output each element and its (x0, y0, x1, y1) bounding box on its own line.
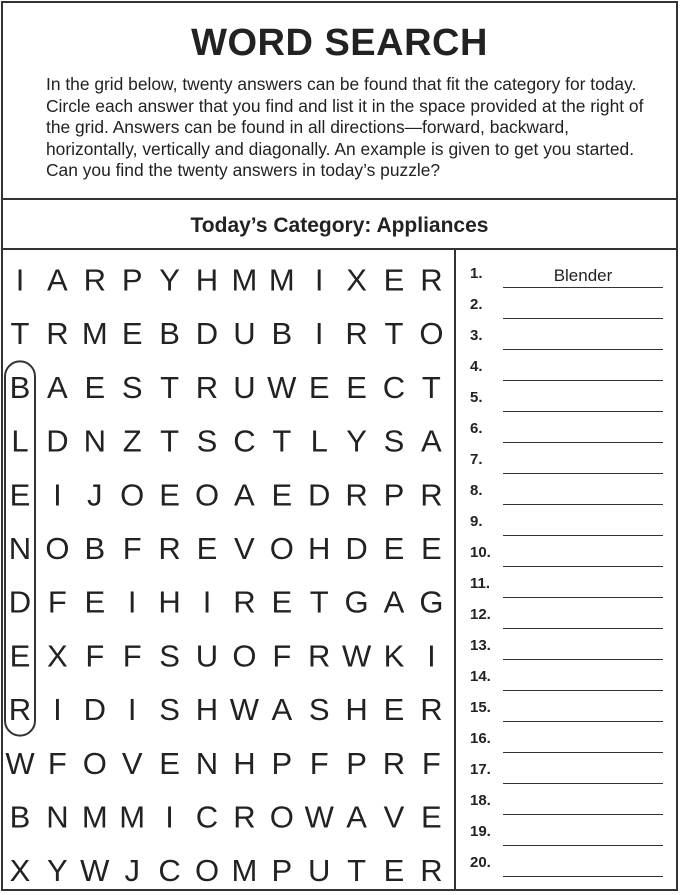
grid-letter[interactable]: I (202, 584, 212, 620)
grid-letter[interactable]: T (10, 316, 30, 352)
grid-letter[interactable]: B (9, 369, 31, 405)
answer-number: 12. (470, 606, 491, 623)
grid-letter[interactable]: E (271, 477, 293, 513)
grid-letter[interactable]: S (383, 423, 405, 459)
grid-letter[interactable]: W (229, 692, 260, 728)
grid-letter[interactable]: T (309, 584, 329, 620)
grid-letter[interactable]: T (160, 369, 180, 405)
grid-letter[interactable]: W (80, 853, 110, 889)
grid-letter[interactable]: D (46, 423, 69, 459)
grid-letter[interactable]: F (309, 745, 329, 781)
grid-letter[interactable]: R (382, 745, 406, 781)
puzzle-header (3, 3, 676, 200)
grid-letter[interactable]: V (383, 799, 405, 835)
grid-letter[interactable]: I (127, 584, 137, 620)
grid-letter[interactable]: J (124, 853, 140, 889)
answer-number: 4. (470, 358, 483, 375)
grid-letter[interactable]: W (267, 369, 297, 405)
grid-letter[interactable]: O (269, 531, 294, 566)
answer-line[interactable] (503, 814, 663, 815)
grid-letter[interactable]: N (46, 799, 69, 835)
grid-letter[interactable]: H (158, 584, 181, 620)
grid-letter[interactable]: D (8, 584, 32, 620)
grid-letter[interactable]: W (341, 638, 372, 674)
grid-letter[interactable]: O (82, 745, 107, 781)
puzzle-frame (1, 1, 678, 891)
grid-letter[interactable]: E (421, 799, 442, 835)
grid-letter[interactable]: V (121, 745, 143, 781)
grid-letter[interactable]: H (345, 692, 368, 728)
answer-line[interactable] (503, 318, 663, 319)
category-label: Today’s Category: Appliances (190, 214, 489, 237)
grid-letter[interactable]: O (232, 638, 257, 674)
grid-letter[interactable]: W (5, 745, 35, 781)
grid-letter[interactable]: D (83, 692, 106, 728)
answer-number: 9. (470, 513, 483, 530)
grid-letter[interactable]: D (195, 316, 219, 352)
grid-letter[interactable]: R (308, 638, 331, 674)
grid-letter[interactable]: X (47, 638, 68, 674)
grid-letter[interactable]: U (308, 853, 331, 889)
answer-line[interactable] (503, 287, 663, 288)
grid-letter[interactable]: A (271, 692, 293, 728)
grid-letter[interactable]: X (346, 262, 367, 298)
grid-letter[interactable]: S (159, 638, 180, 674)
grid-letter[interactable]: M (268, 262, 295, 298)
grid-letter[interactable]: N (83, 423, 106, 459)
grid-letter[interactable]: X (9, 853, 31, 889)
grid-letter[interactable]: E (196, 531, 218, 566)
grid-letter[interactable]: S (159, 692, 180, 728)
answer-line[interactable] (503, 504, 663, 505)
grid-letter[interactable]: A (383, 584, 405, 620)
grid-letter[interactable]: A (47, 262, 68, 298)
grid-letter[interactable]: R (420, 477, 443, 513)
grid-letter[interactable]: I (53, 477, 62, 513)
grid-letter[interactable]: O (194, 477, 220, 513)
grid-letter[interactable]: E (121, 316, 143, 352)
grid-letter[interactable]: R (233, 584, 256, 620)
grid-letter[interactable]: O (194, 853, 220, 889)
answer-line[interactable] (503, 628, 663, 629)
grid-letter[interactable]: E (271, 584, 293, 620)
grid-letter[interactable]: M (81, 316, 108, 352)
grid-letter[interactable]: L (310, 423, 328, 459)
letter-grid (3, 250, 456, 889)
grid-letter[interactable]: U (233, 316, 256, 352)
grid-letter[interactable]: R (195, 369, 219, 405)
answer-list (458, 250, 676, 889)
grid-letter[interactable]: H (233, 745, 256, 781)
answer-line[interactable] (503, 473, 663, 474)
grid-letter[interactable]: F (122, 638, 142, 674)
answer-line[interactable] (503, 349, 663, 350)
grid-letter[interactable]: F (85, 638, 105, 674)
grid-letter[interactable]: G (344, 584, 369, 620)
answer-number: 20. (470, 854, 491, 871)
answer-number: 16. (470, 730, 491, 747)
grid-letter[interactable]: R (46, 316, 69, 352)
grid-letter[interactable]: E (159, 477, 180, 513)
answer-line[interactable] (503, 845, 663, 846)
grid-letter[interactable]: E (383, 692, 405, 728)
grid-letter[interactable]: R (158, 531, 181, 566)
answer-line[interactable] (503, 442, 663, 443)
grid-letter[interactable]: O (45, 531, 70, 566)
grid-letter[interactable]: C (233, 423, 256, 459)
answer-number: 1. (470, 265, 483, 282)
grid-letter[interactable]: P (383, 477, 405, 513)
grid-letter[interactable]: I (127, 692, 137, 728)
grid-letter[interactable]: R (345, 477, 368, 513)
answer-line[interactable] (503, 659, 663, 660)
answer-line[interactable] (503, 876, 663, 877)
grid-letter[interactable]: G (419, 584, 444, 620)
grid-letter[interactable]: U (195, 638, 219, 674)
grid-letter[interactable]: K (383, 638, 405, 674)
answer-line[interactable] (503, 783, 663, 784)
grid-letter[interactable]: R (8, 692, 32, 728)
grid-letter[interactable]: E (308, 369, 330, 405)
answer-text: Blender (553, 266, 613, 285)
answer-line[interactable] (503, 380, 663, 381)
grid-letter[interactable]: W (304, 799, 334, 835)
grid-letter[interactable]: M (81, 799, 108, 835)
grid-letter[interactable]: S (308, 692, 330, 728)
grid-letter[interactable]: P (271, 745, 293, 781)
grid-letter[interactable]: Y (47, 853, 68, 889)
grid-letter[interactable]: C (382, 369, 406, 405)
grid-letter[interactable]: T (421, 369, 441, 405)
answer-number: 7. (470, 451, 483, 468)
grid-letter[interactable]: Y (346, 423, 367, 459)
grid-letter[interactable]: H (195, 262, 219, 298)
grid-letter[interactable]: E (383, 853, 405, 889)
grid-letter[interactable]: S (196, 423, 218, 459)
grid-letter[interactable]: P (271, 853, 293, 889)
grid-letter[interactable]: F (122, 531, 142, 566)
grid-letter[interactable]: P (346, 745, 367, 781)
grid-letter[interactable]: I (15, 262, 25, 298)
grid-letter[interactable]: T (384, 316, 404, 352)
grid-letter[interactable]: N (195, 745, 219, 781)
answer-number: 5. (470, 389, 483, 406)
grid-letter[interactable]: C (158, 853, 181, 889)
grid-letter[interactable]: E (421, 531, 442, 566)
grid-letter[interactable]: R (420, 853, 443, 889)
grid-letter[interactable]: I (53, 692, 62, 728)
grid-letter[interactable]: T (160, 423, 180, 459)
grid-letter[interactable]: F (47, 745, 67, 781)
grid-letter[interactable]: U (233, 369, 256, 405)
answer-number: 19. (470, 823, 491, 840)
answer-number: 13. (470, 637, 491, 654)
grid-letter[interactable]: E (346, 369, 367, 405)
grid-letter[interactable]: O (120, 477, 145, 513)
grid-letter[interactable]: R (420, 692, 443, 728)
answer-number: 3. (470, 327, 483, 344)
puzzle-title: WORD SEARCH (191, 22, 488, 64)
grid-letter[interactable]: O (269, 799, 294, 835)
answer-number: 8. (470, 482, 483, 499)
grid-letter[interactable]: S (121, 369, 143, 405)
grid-letter[interactable]: I (427, 638, 436, 674)
grid-letter[interactable]: T (347, 853, 367, 889)
grid-letter[interactable]: B (84, 531, 106, 566)
grid-letter[interactable]: B (9, 799, 31, 835)
answer-number: 15. (470, 699, 491, 716)
grid-letter[interactable]: Y (159, 262, 180, 298)
grid-letter[interactable]: A (421, 423, 442, 459)
grid-letter[interactable]: E (84, 369, 106, 405)
grid-letter[interactable]: M (231, 853, 258, 889)
grid-letter[interactable]: Z (122, 423, 142, 459)
answer-number: 6. (470, 420, 483, 437)
answer-line[interactable] (503, 690, 663, 691)
grid-letter[interactable]: B (159, 316, 180, 352)
answer-line[interactable] (503, 566, 663, 567)
grid-letter[interactable]: V (234, 531, 255, 566)
grid-letter[interactable]: R (345, 316, 368, 352)
grid-letter[interactable]: F (421, 745, 441, 781)
answer-line[interactable] (503, 721, 663, 722)
grid-letter[interactable]: C (195, 799, 219, 835)
answer-line[interactable] (503, 411, 663, 412)
grid-letter[interactable]: E (9, 638, 31, 674)
grid-letter[interactable]: M (119, 799, 146, 835)
answer-number: 18. (470, 792, 491, 809)
grid-letter[interactable]: B (271, 316, 293, 352)
grid-letter[interactable]: A (234, 477, 255, 513)
answer-number: 11. (470, 575, 491, 592)
grid-letter[interactable]: D (308, 477, 331, 513)
category-bar (3, 200, 676, 250)
grid-letter[interactable]: I (314, 262, 324, 298)
letter-grid-svg (3, 250, 454, 889)
instructions-text: In the grid below, twenty answers can be found that fit the category for today. Circle each answer that you find and list it in the space provided at the right of the grid. Answers can be found in all directions—forward, backward, horizontally, vertically and diagonally. An example is given to get you started. Can you find the twenty answers in today’s puzzle? (46, 74, 644, 180)
grid-letter[interactable]: J (87, 477, 103, 513)
grid-letter[interactable]: R (233, 799, 256, 835)
grid-letter[interactable]: D (345, 531, 368, 566)
grid-letter[interactable]: E (383, 531, 405, 566)
grid-letter[interactable]: A (346, 799, 367, 835)
grid-letter[interactable]: O (419, 316, 444, 352)
grid-letter[interactable]: L (11, 423, 29, 459)
grid-letter[interactable]: R (420, 262, 443, 298)
grid-letter[interactable]: F (272, 638, 292, 674)
grid-letter[interactable]: A (47, 369, 68, 405)
answer-line[interactable] (503, 752, 663, 753)
grid-letter[interactable]: E (159, 745, 180, 781)
answer-number: 10. (470, 544, 491, 561)
grid-letter[interactable]: I (314, 316, 324, 352)
answer-number: 17. (470, 761, 491, 778)
grid-letter[interactable]: I (165, 799, 174, 835)
grid-letter[interactable]: R (83, 262, 106, 298)
grid-letter[interactable]: N (8, 531, 32, 566)
grid-letter[interactable]: T (272, 423, 292, 459)
grid-letter[interactable]: E (383, 262, 405, 298)
answer-line[interactable] (503, 597, 663, 598)
grid-letter[interactable]: H (195, 692, 219, 728)
grid-letter[interactable]: E (9, 477, 31, 513)
answer-number: 14. (470, 668, 491, 685)
grid-letter[interactable]: F (47, 584, 67, 620)
answer-number: 2. (470, 296, 483, 313)
grid-letter[interactable]: M (231, 262, 258, 298)
answer-line[interactable] (503, 535, 663, 536)
grid-letter[interactable]: P (121, 262, 143, 298)
grid-letter[interactable]: H (308, 531, 331, 566)
grid-letter[interactable]: E (84, 584, 106, 620)
